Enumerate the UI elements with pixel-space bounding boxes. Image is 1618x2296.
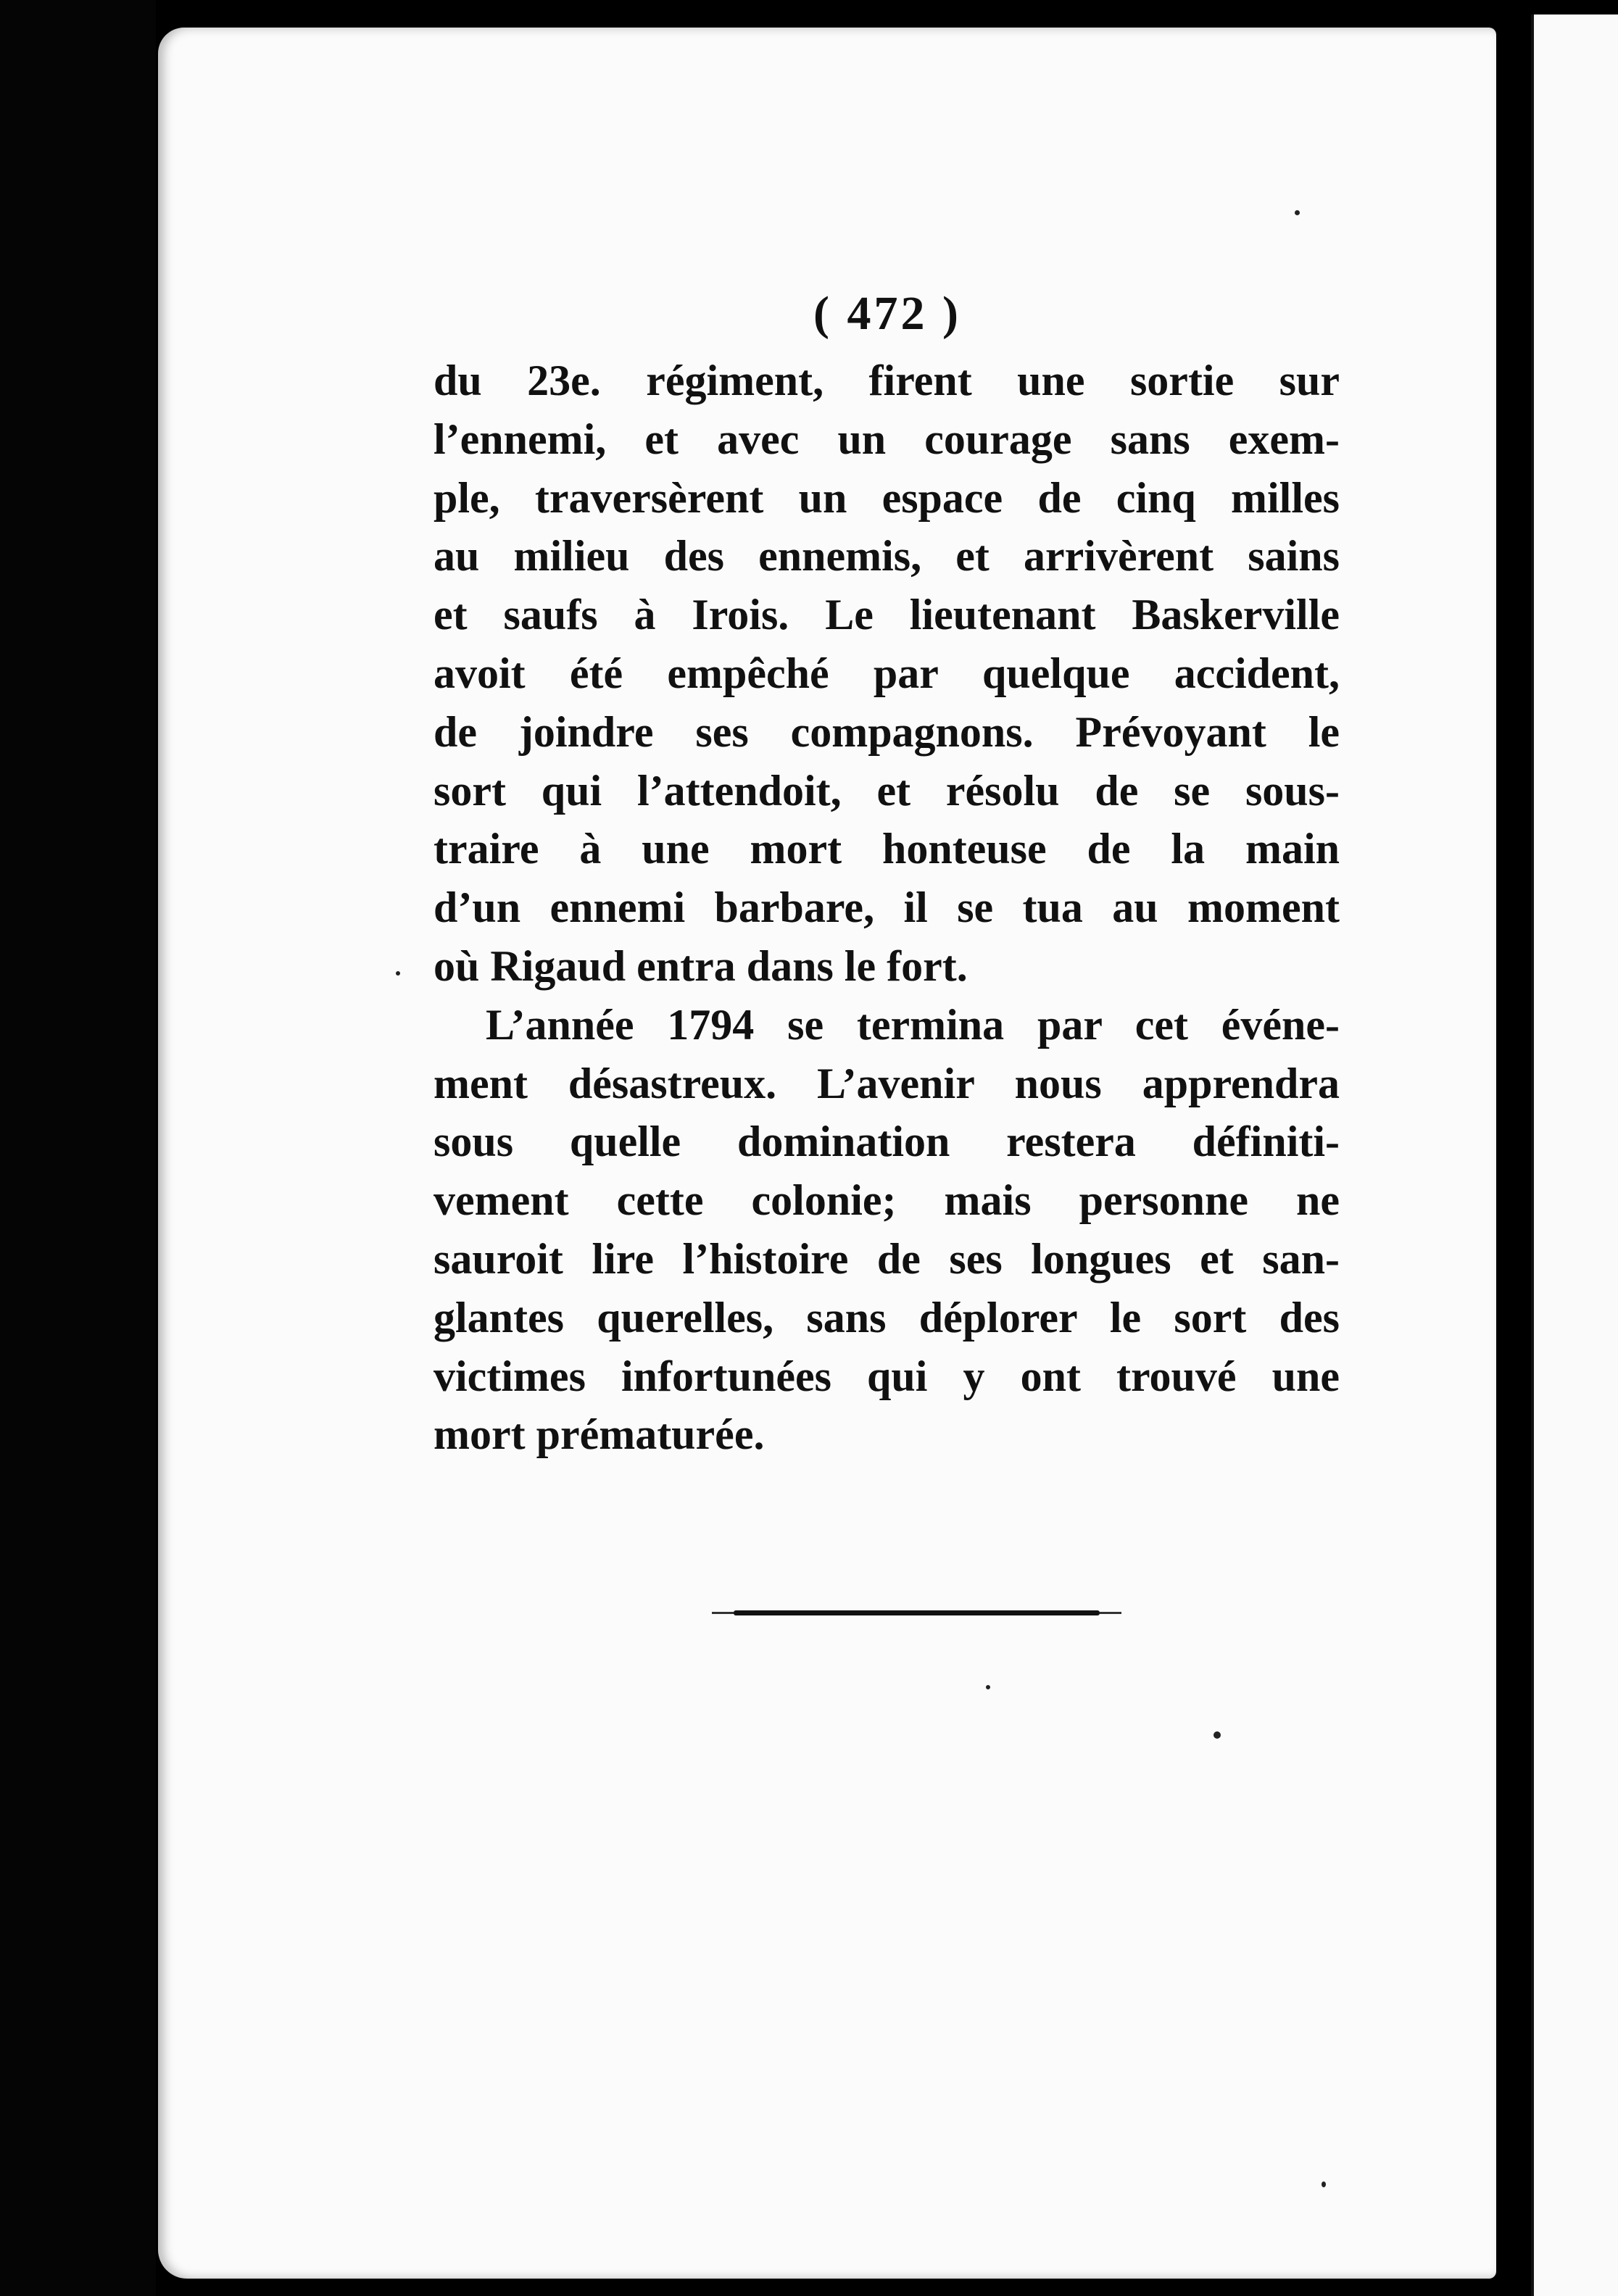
text-line: ment désastreux. L’avenir nous apprendra: [433, 1059, 1340, 1107]
text-line: du 23e. régiment, firent une sortie sur: [433, 357, 1340, 404]
page-number-label: ( 472 ): [813, 287, 961, 340]
page-number: [0, 286, 1618, 341]
text-line: où Rigaud entra dans le fort.: [433, 941, 968, 990]
text-line: traire à une mort honteuse de la main: [433, 825, 1340, 873]
ink-speck: [396, 971, 400, 976]
ink-speck: [1322, 2181, 1326, 2187]
text-line: sauroit lire l’histoire de ses longues et san-: [433, 1234, 1340, 1283]
facing-page-edge: [1531, 14, 1618, 2296]
text-line: vement cette colonie; mais personne ne: [433, 1176, 1340, 1225]
text-line: et saufs à Irois. Le lieutenant Baskerville: [433, 591, 1340, 639]
text-line: ple, traversèrent un espace de cinq milles: [433, 473, 1340, 522]
ink-speck: [1214, 1731, 1221, 1739]
ink-speck: [1295, 210, 1300, 215]
binding-shadow: [0, 0, 156, 2296]
text-line: l’ennemi, et avec un courage sans exem-: [433, 415, 1340, 463]
text-line: sort qui l’attendoit, et résolu de se sous-: [433, 766, 1340, 815]
ink-speck: [986, 1685, 990, 1689]
text-line: victimes infortunées qui y ont trouvé une: [433, 1352, 1340, 1400]
text-line: avoit été empêché par quelque accident,: [433, 649, 1340, 697]
text-line: sous quelle domination restera définiti-: [433, 1118, 1340, 1166]
text-line: au milieu des ennemis, et arrivèrent sains: [433, 532, 1340, 581]
section-divider: [734, 1610, 1100, 1615]
text-line: d’un ennemi barbare, il se tua au moment: [433, 883, 1340, 932]
text-line: glantes querelles, sans déplorer le sort des: [433, 1293, 1340, 1342]
text-line: de joindre ses compagnons. Prévoyant le: [433, 707, 1340, 756]
text-line: L’année 1794 se termina par cet événe-: [486, 1000, 1340, 1049]
body-text: [433, 352, 1340, 1464]
gutter: [1496, 0, 1531, 2296]
text-line: mort prématurée.: [433, 1410, 765, 1459]
